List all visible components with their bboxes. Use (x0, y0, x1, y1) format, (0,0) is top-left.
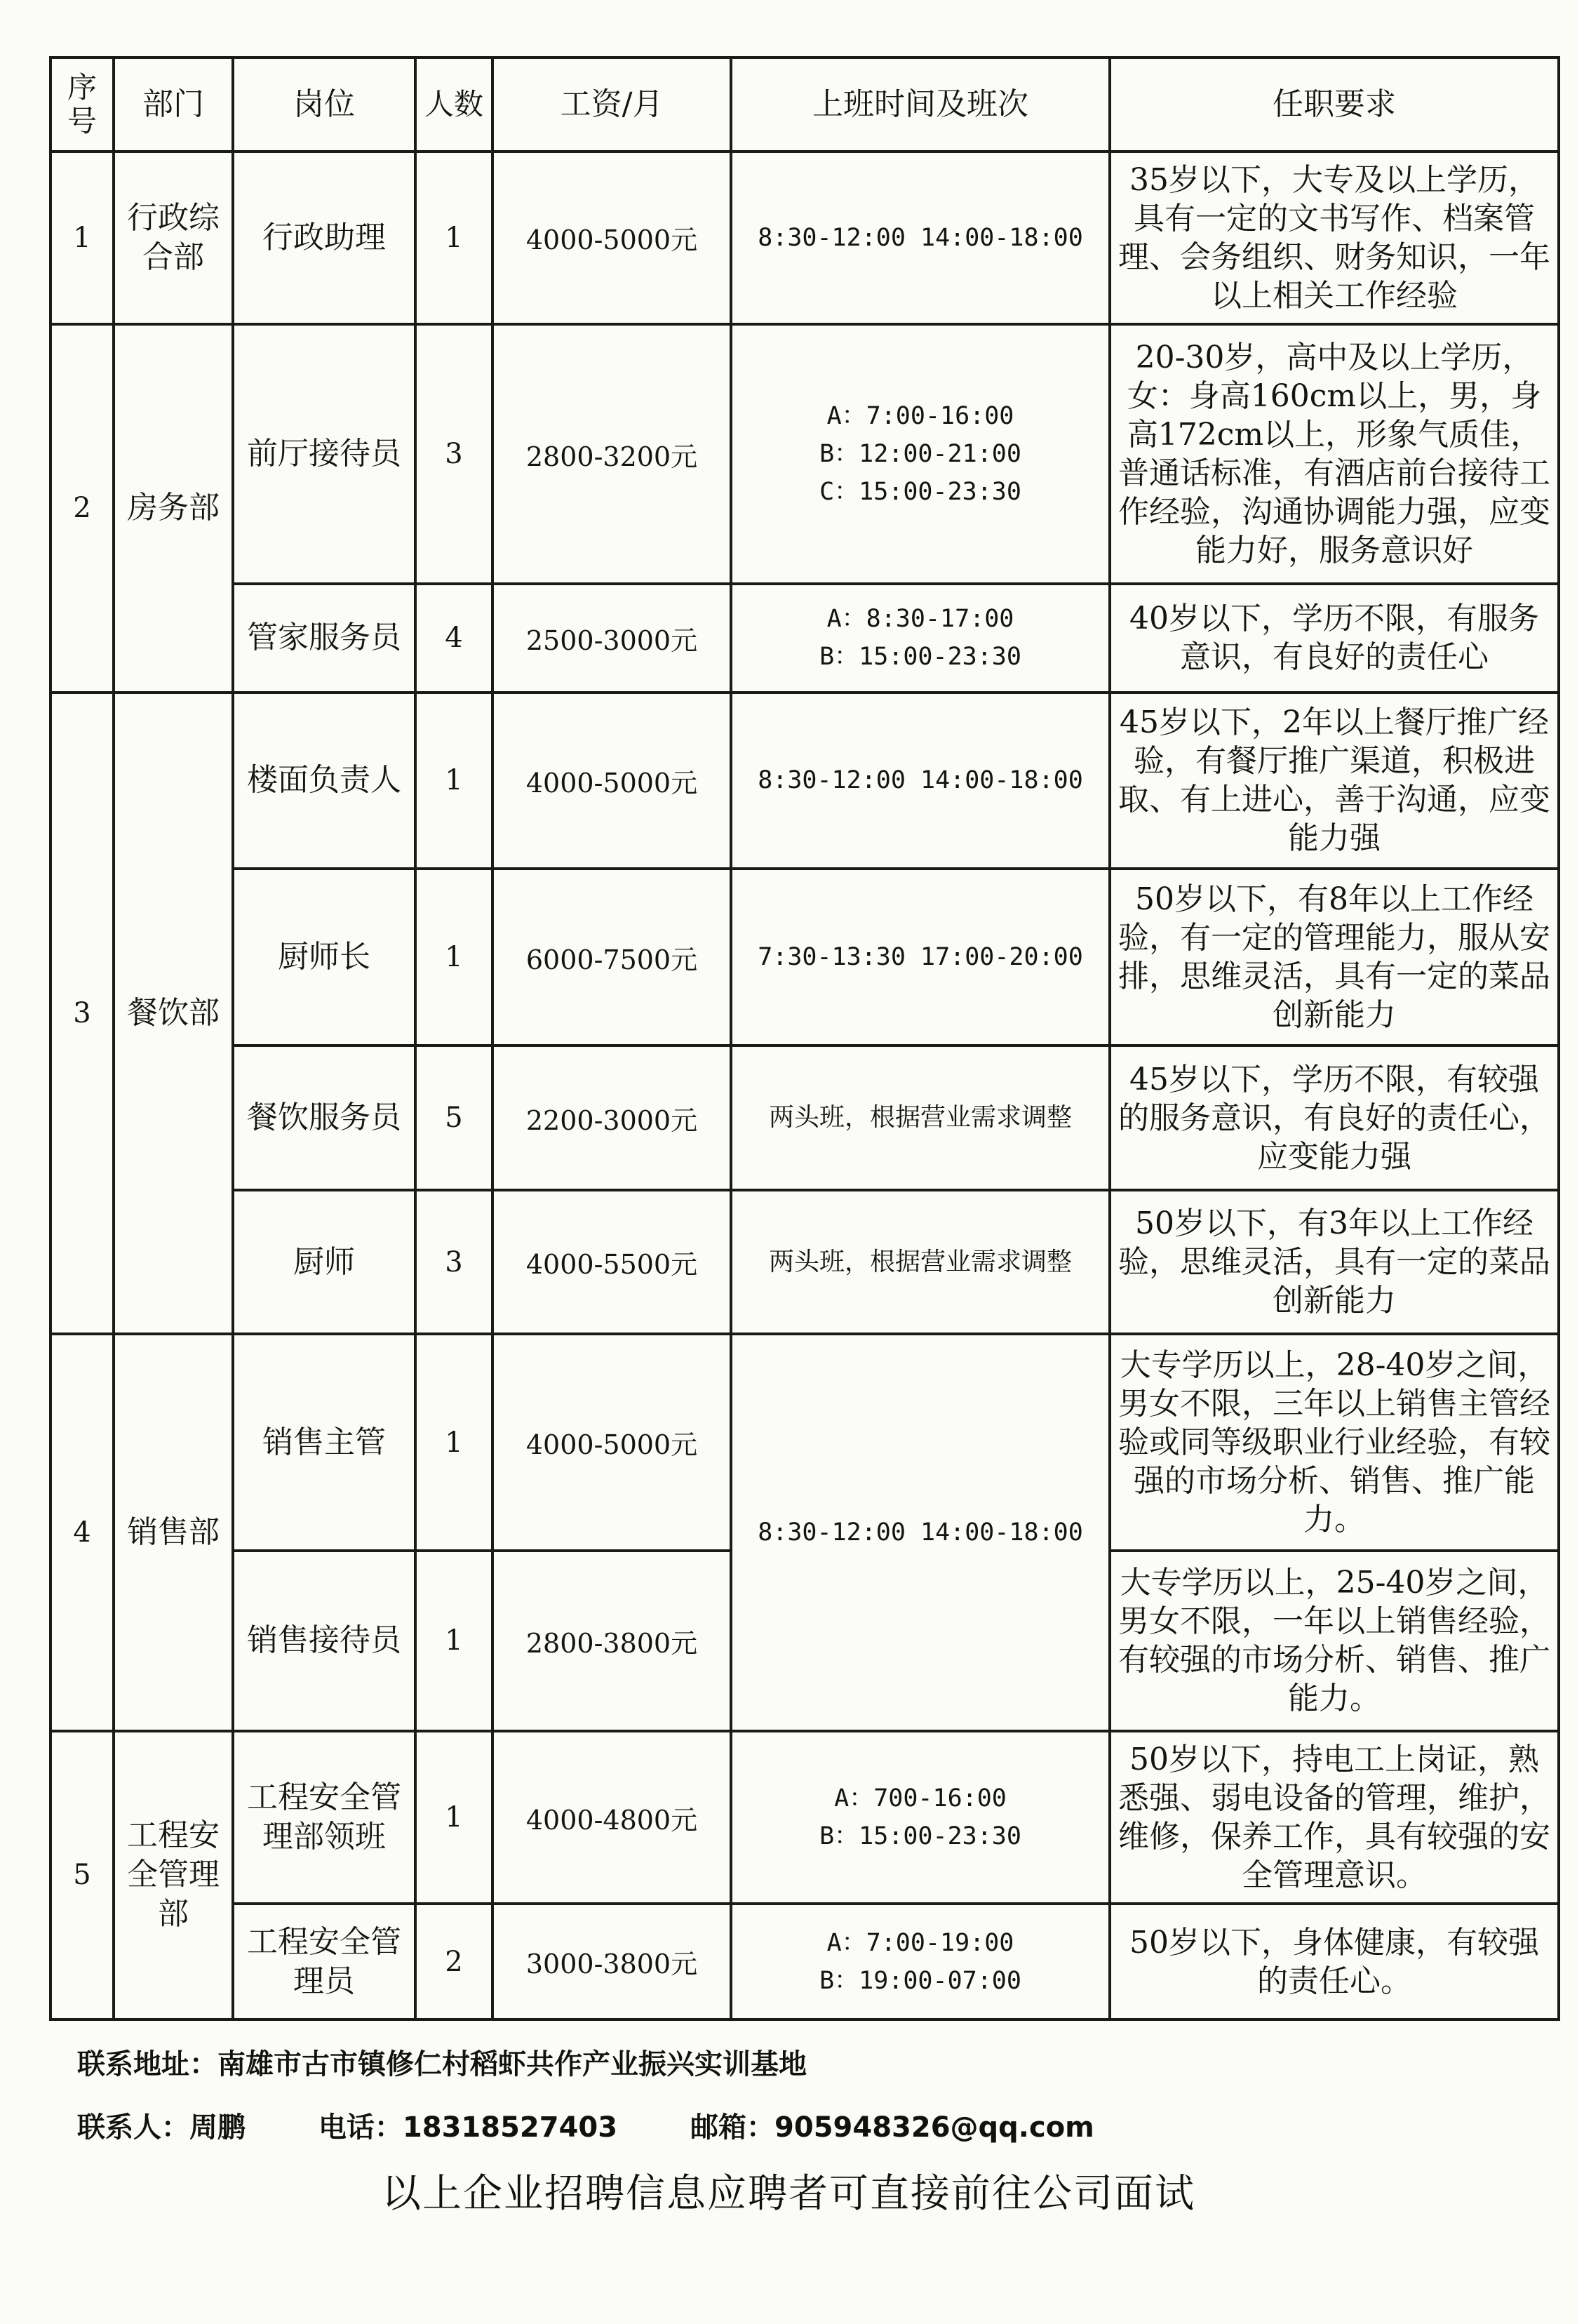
address-label: 联系地址： (77, 2048, 217, 2081)
contact-address (77, 2042, 807, 2082)
table-row (51, 152, 1559, 325)
schedule-line: 8:30-12:00 14:00-18:00 (758, 223, 1083, 252)
row-dept: 餐饮部 (114, 693, 233, 1335)
row-position: 厨师 (233, 1190, 415, 1335)
row-schedule (731, 1046, 1110, 1190)
row-salary: 4000-4800元 (492, 1731, 731, 1904)
row-requirements: 50岁以下，持电工上岗证，熟悉强、弱电设备的管理，维护，维修，保养工作，具有较强的安全管理意识。 (1110, 1731, 1559, 1904)
schedule-line: A：8:30-17:00 (826, 605, 1014, 634)
schedule-line: A：7:00-16:00 (826, 402, 1014, 431)
table-row (51, 1731, 1559, 1904)
row-requirements: 40岁以下，学历不限，有服务意识，有良好的责任心 (1110, 584, 1559, 692)
row-requirements: 大专学历以上，28-40岁之间，男女不限，三年以上销售主管经验或同等级职业行业经验，有较强的市场分析、销售、推广能力。 (1110, 1334, 1559, 1550)
row-count: 1 (415, 1551, 492, 1731)
row-schedule (731, 869, 1110, 1046)
row-salary: 3000-3800元 (492, 1904, 731, 2019)
schedule-line: B：19:00-07:00 (819, 1966, 1021, 1995)
contact-value: 周鹏 (189, 2111, 246, 2144)
row-count: 5 (415, 1046, 492, 1190)
header-count: 人数 (415, 58, 492, 152)
schedule-line: A：7:00-19:00 (826, 1928, 1014, 1957)
row-schedule (731, 152, 1110, 325)
row-salary: 6000-7500元 (492, 869, 731, 1046)
row-salary: 4000-5000元 (492, 152, 731, 325)
schedule-line: C：15:00-23:30 (819, 478, 1021, 507)
row-schedule (731, 1731, 1110, 1904)
row-schedule (731, 1334, 1110, 1730)
row-count: 3 (415, 1190, 492, 1335)
email-label: 邮箱： (690, 2111, 775, 2144)
row-salary: 4000-5500元 (492, 1190, 731, 1335)
email (690, 2111, 1094, 2144)
row-seq: 2 (51, 324, 114, 692)
table-header-row (51, 58, 1559, 152)
table-row (51, 1334, 1559, 1550)
row-salary: 2800-3200元 (492, 324, 731, 584)
row-salary: 2800-3800元 (492, 1551, 731, 1731)
header-schedule: 上班时间及班次 (731, 58, 1110, 152)
row-position: 销售主管 (233, 1334, 415, 1550)
jobs-table (49, 56, 1560, 2021)
row-position: 行政助理 (233, 152, 415, 325)
row-seq: 3 (51, 693, 114, 1335)
row-position: 楼面负责人 (233, 693, 415, 869)
phone (318, 2111, 617, 2144)
table-row (51, 693, 1559, 869)
notice-text: 以上企业招聘信息应聘者可直接前往公司面试 (382, 2171, 1195, 2217)
row-count: 1 (415, 1731, 492, 1904)
row-requirements: 45岁以下，学历不限，有较强的服务意识，有良好的责任心，应变能力强 (1110, 1046, 1559, 1190)
row-seq: 5 (51, 1731, 114, 2019)
table-row (51, 869, 1559, 1046)
row-schedule (731, 324, 1110, 584)
row-position: 餐饮服务员 (233, 1046, 415, 1190)
email-value: 905948326@qq.com (774, 2111, 1094, 2144)
schedule-line: A：700-16:00 (834, 1784, 1007, 1813)
row-salary: 2200-3000元 (492, 1046, 731, 1190)
phone-value: 18318527403 (402, 2111, 618, 2144)
row-position: 销售接待员 (233, 1551, 415, 1731)
row-count: 1 (415, 152, 492, 325)
table-row (51, 1046, 1559, 1190)
row-position: 工程安全管理部领班 (233, 1731, 415, 1904)
header-salary: 工资/月 (492, 58, 731, 152)
row-requirements: 20-30岁，高中及以上学历，女：身高160cm以上，男，身高172cm以上，形象气质佳，普通话标准，有酒店前台接待工作经验，沟通协调能力强，应变能力好，服务意识好 (1110, 324, 1559, 584)
schedule-line: 两头班，根据营业需求调整 (768, 1103, 1072, 1133)
row-schedule (731, 1190, 1110, 1335)
row-dept: 工程安全管理部 (114, 1731, 233, 2019)
row-schedule (731, 584, 1110, 692)
header-seq: 序号 (51, 58, 114, 152)
row-count: 4 (415, 584, 492, 692)
row-position: 工程安全管理员 (233, 1904, 415, 2019)
row-requirements: 45岁以下，2年以上餐厅推广经验，有餐厅推广渠道，积极进取、有上进心，善于沟通，应变能力强 (1110, 693, 1559, 869)
row-position: 厨师长 (233, 869, 415, 1046)
row-count: 1 (415, 869, 492, 1046)
schedule-line: 8:30-12:00 14:00-18:00 (758, 1518, 1083, 1547)
row-seq: 4 (51, 1334, 114, 1730)
row-position: 前厅接待员 (233, 324, 415, 584)
row-count: 1 (415, 1334, 492, 1550)
row-position: 管家服务员 (233, 584, 415, 692)
schedule-line: B：15:00-23:30 (819, 643, 1021, 672)
schedule-line: B：15:00-23:30 (819, 1822, 1021, 1851)
row-requirements: 50岁以下，身体健康，有较强的责任心。 (1110, 1904, 1559, 2019)
row-requirements: 35岁以下，大专及以上学历，具有一定的文书写作、档案管理、会务组织、财务知识，一年以上相关工作经验 (1110, 152, 1559, 325)
row-dept: 房务部 (114, 324, 233, 692)
row-schedule (731, 1904, 1110, 2019)
row-requirements: 50岁以下，有3年以上工作经验，思维灵活，具有一定的菜品创新能力 (1110, 1190, 1559, 1335)
row-schedule (731, 693, 1110, 869)
table-row (51, 1190, 1559, 1335)
schedule-line: 两头班，根据营业需求调整 (768, 1247, 1072, 1276)
header-position: 岗位 (233, 58, 415, 152)
row-salary: 4000-5000元 (492, 693, 731, 869)
table-row (51, 1904, 1559, 2019)
table-row (51, 324, 1559, 584)
row-seq: 1 (51, 152, 114, 325)
phone-label: 电话： (318, 2111, 403, 2144)
contact-label: 联系人： (77, 2111, 189, 2144)
header-dept: 部门 (114, 58, 233, 152)
schedule-line: 8:30-12:00 14:00-18:00 (758, 766, 1083, 795)
table-row (51, 584, 1559, 692)
address-value: 南雄市古市镇修仁村稻虾共作产业振兴实训基地 (217, 2048, 807, 2081)
row-requirements: 大专学历以上，25-40岁之间，男女不限，一年以上销售经验，有较强的市场分析、销售、推广能力。 (1110, 1551, 1559, 1731)
row-dept: 行政综合部 (114, 152, 233, 325)
row-count: 1 (415, 693, 492, 869)
header-requirements: 任职要求 (1110, 58, 1559, 152)
row-requirements: 50岁以下，有8年以上工作经验，有一定的管理能力，服从安排，思维灵活，具有一定的菜品创新能力 (1110, 869, 1559, 1046)
row-salary: 2500-3000元 (492, 584, 731, 692)
schedule-line: B：12:00-21:00 (819, 440, 1021, 469)
row-dept: 销售部 (114, 1334, 233, 1730)
contact-info (77, 2105, 1157, 2145)
schedule-line: 7:30-13:30 17:00-20:00 (758, 943, 1083, 972)
row-count: 3 (415, 324, 492, 584)
contact-person (77, 2111, 246, 2144)
row-salary: 4000-5000元 (492, 1334, 731, 1550)
row-count: 2 (415, 1904, 492, 2019)
